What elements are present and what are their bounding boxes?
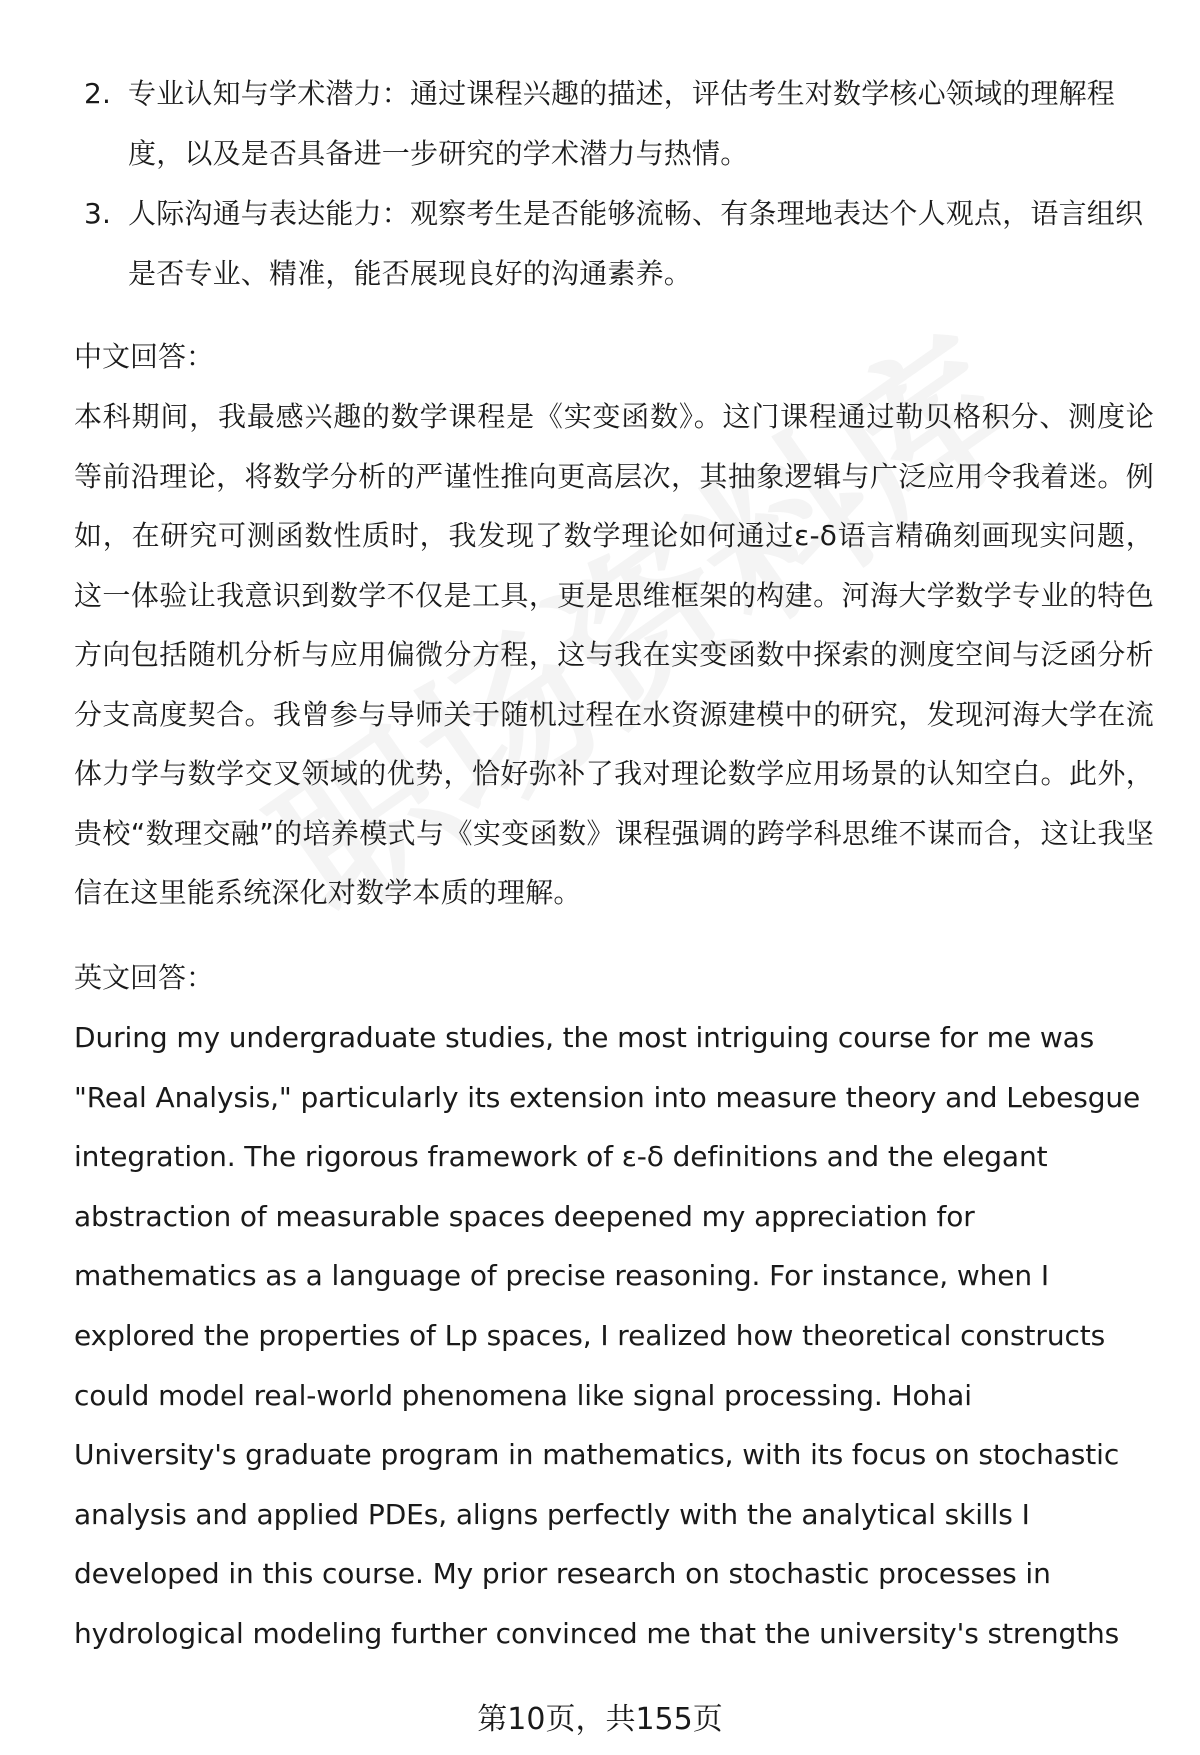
list-item-number: 3.	[84, 197, 112, 230]
english-answer-line: integration. The rigorous framework of ε-δ definitions and the elegant	[74, 1140, 1048, 1174]
english-answer-line: abstraction of measurable spaces deepened my appreciation for	[74, 1199, 975, 1233]
chinese-answer-body: 本科期间，我最感兴趣的数学课程是《实变函数》。这门课程通过勒贝格积分、测度论等前沿理论，将数学分析的严谨性推向更高层次，其抽象逻辑与广泛应用令我着迷。例如，在研究可测函数性质时，我发现了数学理论如何通过ε-δ语言精确刻画现实问题，这一体验让我意识到数学不仅是工具，更是思维框架的构建。河海大学数学专业的特色方向包括随机分析与应用偏微分方程，这与我在实变函数中探索的测度空间与泛函分析分支高度契合。我曾参与导师关于随机过程在水资源建模中的研究，发现河海大学在流体力学与数学交叉领域的优势，恰好弥补了我对理论数学应用场景的认知空白。此外，贵校“数理交融”的培养模式与《实变函数》课程强调的跨学科思维不谋而合，这让我坚信在这里能系统深化对数学本质的理解。	[74, 400, 1154, 909]
page-indicator: 第10页，共155页	[477, 1702, 723, 1737]
chinese-answer-section	[74, 327, 1154, 923]
list-item	[74, 64, 1154, 184]
criteria-list	[74, 64, 1154, 304]
english-answer-line: University's graduate program in mathematics, with its focus on stochastic	[74, 1438, 1120, 1472]
list-item	[74, 184, 1154, 304]
english-answer-line: "Real Analysis," particularly its extension into measure theory and Lebesgue	[74, 1080, 1141, 1114]
list-item-text: 专业认知与学术潜力：通过课程兴趣的描述，评估考生对数学核心领域的理解程度，以及是否具备进一步研究的学术潜力与热情。	[128, 77, 1116, 170]
english-answer-line: mathematics as a language of precise reasoning. For instance, when I	[74, 1259, 1049, 1293]
english-answer-line: developed in this course. My prior research on stochastic processes in	[74, 1557, 1051, 1591]
list-item-text: 人际沟通与表达能力：观察考生是否能够流畅、有条理地表达个人观点，语言组织是否专业、精准，能否展现良好的沟通素养。	[128, 197, 1144, 290]
chinese-answer-label: 中文回答：	[74, 340, 215, 373]
english-answer-line: During my undergraduate studies, the most intriguing course for me was	[74, 1021, 1095, 1054]
english-answer-line: could model real-world phenomena like signal processing. Hohai	[74, 1378, 972, 1412]
list-item-number: 2.	[84, 77, 112, 110]
english-answer-line: explored the properties of Lp spaces, I realized how theoretical constructs	[74, 1318, 1106, 1352]
english-answer-body	[74, 1008, 1154, 1664]
english-answer-line: hydrological modeling further convinced me that the university's strengths	[74, 1616, 1120, 1650]
english-answer-line: analysis and applied PDEs, aligns perfectly with the analytical skills I	[74, 1497, 1030, 1531]
english-answer-label: 英文回答：	[74, 961, 215, 994]
english-answer-section	[74, 948, 1154, 1664]
